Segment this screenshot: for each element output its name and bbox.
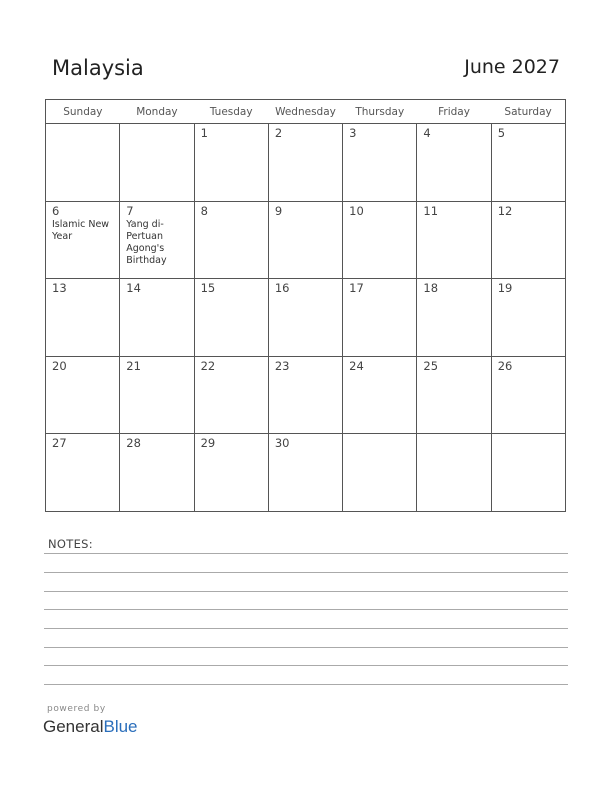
day-cell [491, 279, 565, 357]
note-line [44, 553, 568, 554]
day-number: 6 [52, 203, 60, 218]
day-cell [417, 124, 491, 202]
day-number: 22 [200, 358, 216, 373]
day-cell [268, 279, 342, 357]
weekday-wednesday: Wednesday [268, 100, 342, 124]
day-number: 30 [274, 436, 290, 451]
day-cell [491, 434, 565, 512]
week-row [46, 356, 566, 434]
day-number: 14 [126, 281, 141, 296]
day-number: 9 [274, 203, 283, 218]
day-number: 19 [497, 281, 513, 296]
weekday-friday: Friday [417, 100, 491, 124]
day-cell [417, 201, 491, 279]
day-cell [268, 434, 342, 512]
weekday-thursday: Thursday [343, 100, 417, 124]
day-cell [491, 356, 565, 434]
day-number: 4 [423, 126, 431, 140]
day-cell [46, 279, 120, 357]
day-cell [417, 356, 491, 434]
day-cell [194, 201, 268, 279]
note-line [44, 609, 568, 610]
weekday-tuesday: Tuesday [194, 100, 268, 124]
day-cell [46, 124, 120, 202]
day-cell [343, 434, 417, 512]
day-number: 12 [497, 203, 513, 218]
day-number: 3 [349, 126, 357, 140]
day-number: 28 [126, 436, 141, 451]
day-number: 13 [52, 281, 67, 296]
country-title: Malaysia [52, 56, 144, 80]
day-cell [46, 201, 120, 279]
note-line [44, 591, 568, 592]
day-cell [268, 356, 342, 434]
day-number: 23 [274, 358, 290, 373]
day-cell [194, 434, 268, 512]
week-row [46, 434, 566, 512]
day-cell [491, 201, 565, 279]
generalblue-logo [43, 717, 138, 737]
calendar-grid [45, 99, 566, 512]
weekday-header-row [46, 100, 566, 124]
weekday-sunday: Sunday [46, 100, 120, 124]
note-line [44, 684, 568, 685]
day-cell [343, 356, 417, 434]
day-number: 20 [52, 358, 67, 373]
weekday-monday: Monday [120, 100, 194, 124]
day-cell [120, 356, 194, 434]
day-cell [268, 201, 342, 279]
powered-by-label: powered by [47, 704, 106, 714]
day-number: 10 [349, 203, 364, 218]
holiday-agong-birthday: Yang di-Pertuan Agong's Birthday [126, 218, 167, 266]
week-row [46, 201, 566, 279]
day-cell [120, 279, 194, 357]
week-row [46, 124, 566, 202]
day-number: 25 [423, 358, 439, 373]
day-cell [417, 279, 491, 357]
month-year-title: June 2027 [464, 56, 560, 78]
day-number: 21 [126, 358, 141, 373]
day-number: 7 [126, 203, 134, 218]
note-line [44, 572, 568, 573]
day-number: 16 [274, 281, 290, 296]
week-row [46, 279, 566, 357]
day-cell [194, 279, 268, 357]
day-number: 5 [497, 126, 506, 140]
day-cell [343, 201, 417, 279]
day-number: 8 [200, 203, 208, 218]
notes-label: NOTES: [48, 537, 93, 551]
day-number: 29 [200, 436, 216, 451]
day-number: 11 [423, 203, 439, 218]
day-number: 1 [200, 126, 208, 140]
day-number: 26 [497, 358, 513, 373]
weekday-saturday: Saturday [491, 100, 565, 124]
note-line [44, 628, 568, 629]
day-cell [194, 124, 268, 202]
day-cell [343, 124, 417, 202]
day-number: 15 [200, 281, 216, 296]
day-number: 24 [349, 358, 364, 373]
day-number: 2 [274, 126, 283, 140]
day-cell [46, 356, 120, 434]
day-cell [120, 434, 194, 512]
day-cell [417, 434, 491, 512]
day-number: 17 [349, 281, 364, 296]
day-cell [46, 434, 120, 512]
day-cell [268, 124, 342, 202]
brand-general: General [43, 717, 104, 736]
note-line [44, 647, 568, 648]
day-cell [491, 124, 565, 202]
day-cell [343, 279, 417, 357]
day-number: 27 [52, 436, 67, 451]
holiday-islamic-new-year: Islamic New Year [52, 218, 110, 242]
brand-blue: Blue [103, 717, 138, 736]
day-cell [120, 201, 194, 279]
note-line [44, 665, 568, 666]
day-number: 18 [423, 281, 439, 296]
day-cell [120, 124, 194, 202]
day-cell [194, 356, 268, 434]
